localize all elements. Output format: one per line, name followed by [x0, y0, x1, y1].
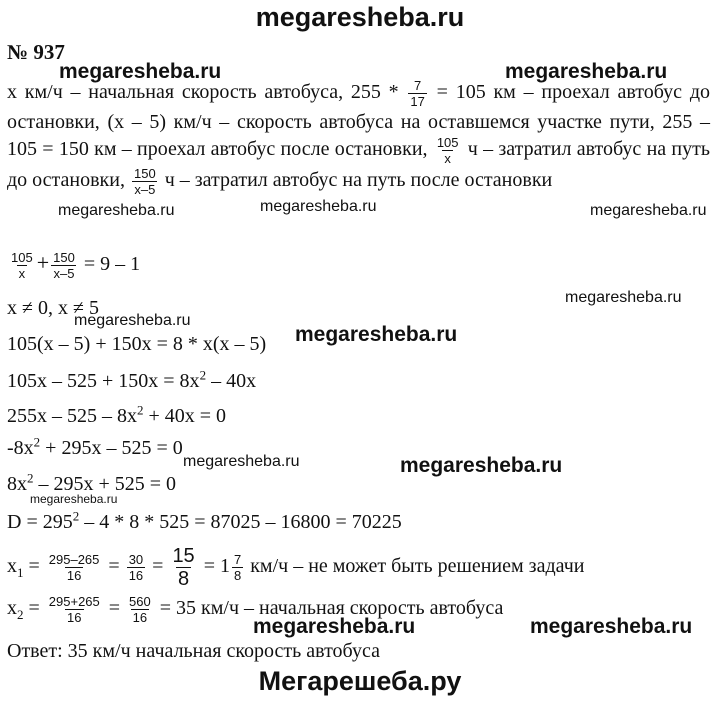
watermark: megaresheba.ru [183, 453, 300, 470]
watermark: megaresheba.ru [530, 615, 693, 638]
equation-5: $255x - 525 - 8x^2 + 40x = 0$ [7, 402, 227, 427]
equation-1: $\frac{105}{x}$ + $\frac{150}{x-5}$ = 9 – 1 [11, 250, 141, 281]
watermark: megaresheba.ru [295, 323, 458, 346]
equation-3: 105(x – 5) + 150x = 8 * x(x – 5) [7, 333, 267, 355]
root-x1: $x_1$ = $\frac{295-265}{16}$ = $\frac{30}{16}$ = $\frac{15}{8}$ = 1 $\frac{7}{8}$ км/ч – не может быть решением задачи [7, 545, 585, 590]
equation-4: $105x - 525 + 150x = 8x^2 - 40x$ [7, 367, 257, 392]
equation-2: x ≠ 0, x ≠ 5 [7, 297, 99, 319]
task-number: № 937 [7, 40, 65, 64]
watermark: megaresheba.ru [74, 312, 191, 329]
watermark: megaresheba.ru [59, 60, 222, 83]
equation-6: $-8x^2 + 295x - 525 = 0$ [7, 434, 183, 459]
watermark: megaresheba.ru [30, 492, 118, 506]
fraction: $\frac{105}{x}$ [436, 135, 459, 166]
fraction: $\frac{150}{x-5}$ [133, 166, 156, 197]
watermark: megaresheba.ru [505, 60, 668, 83]
fraction: $\frac{7}{17}$ [410, 78, 425, 109]
footer-site-title: Мегарешеба.ру [258, 666, 462, 696]
root-x2: $x_2$ = $\frac{295+265}{16}$ = $\frac{560}{16}$ = 35 км/ч – начальная скорость автобуса [7, 594, 504, 625]
equation-discriminant: $D = 295^2 - 4 * 8 * 525 = 87025 - 16800 = 70225$ [7, 508, 402, 533]
problem-paragraph: x км/ч – начальная скорость автобуса, 255 * $\frac{7}{17}$ = 105 км – проехал автобус до остановки, (x – 5) км/ч – скорость автобуса на оставшемся участке пути, 255 – 105 = 150 км – проехал автобус после остановки, $\frac{105}{x}$ ч – затратил автобус на путь до остановки, $\frac{150}{x-5}$ ч – затратил автобус на путь после остановки [7, 78, 710, 197]
watermark: megaresheba.ru [590, 202, 707, 219]
watermark: megaresheba.ru [565, 289, 682, 306]
watermark: megaresheba.ru [400, 454, 563, 477]
header-site-title: megaresheba.ru [255, 2, 465, 32]
watermark: megaresheba.ru [58, 202, 175, 219]
answer-line: Ответ: 35 км/ч начальная скорость автобуса [7, 640, 380, 662]
watermark: megaresheba.ru [253, 615, 416, 638]
watermark: megaresheba.ru [260, 198, 377, 215]
equation-7: $8x^2 - 295x + 525 = 0$ [7, 470, 177, 495]
